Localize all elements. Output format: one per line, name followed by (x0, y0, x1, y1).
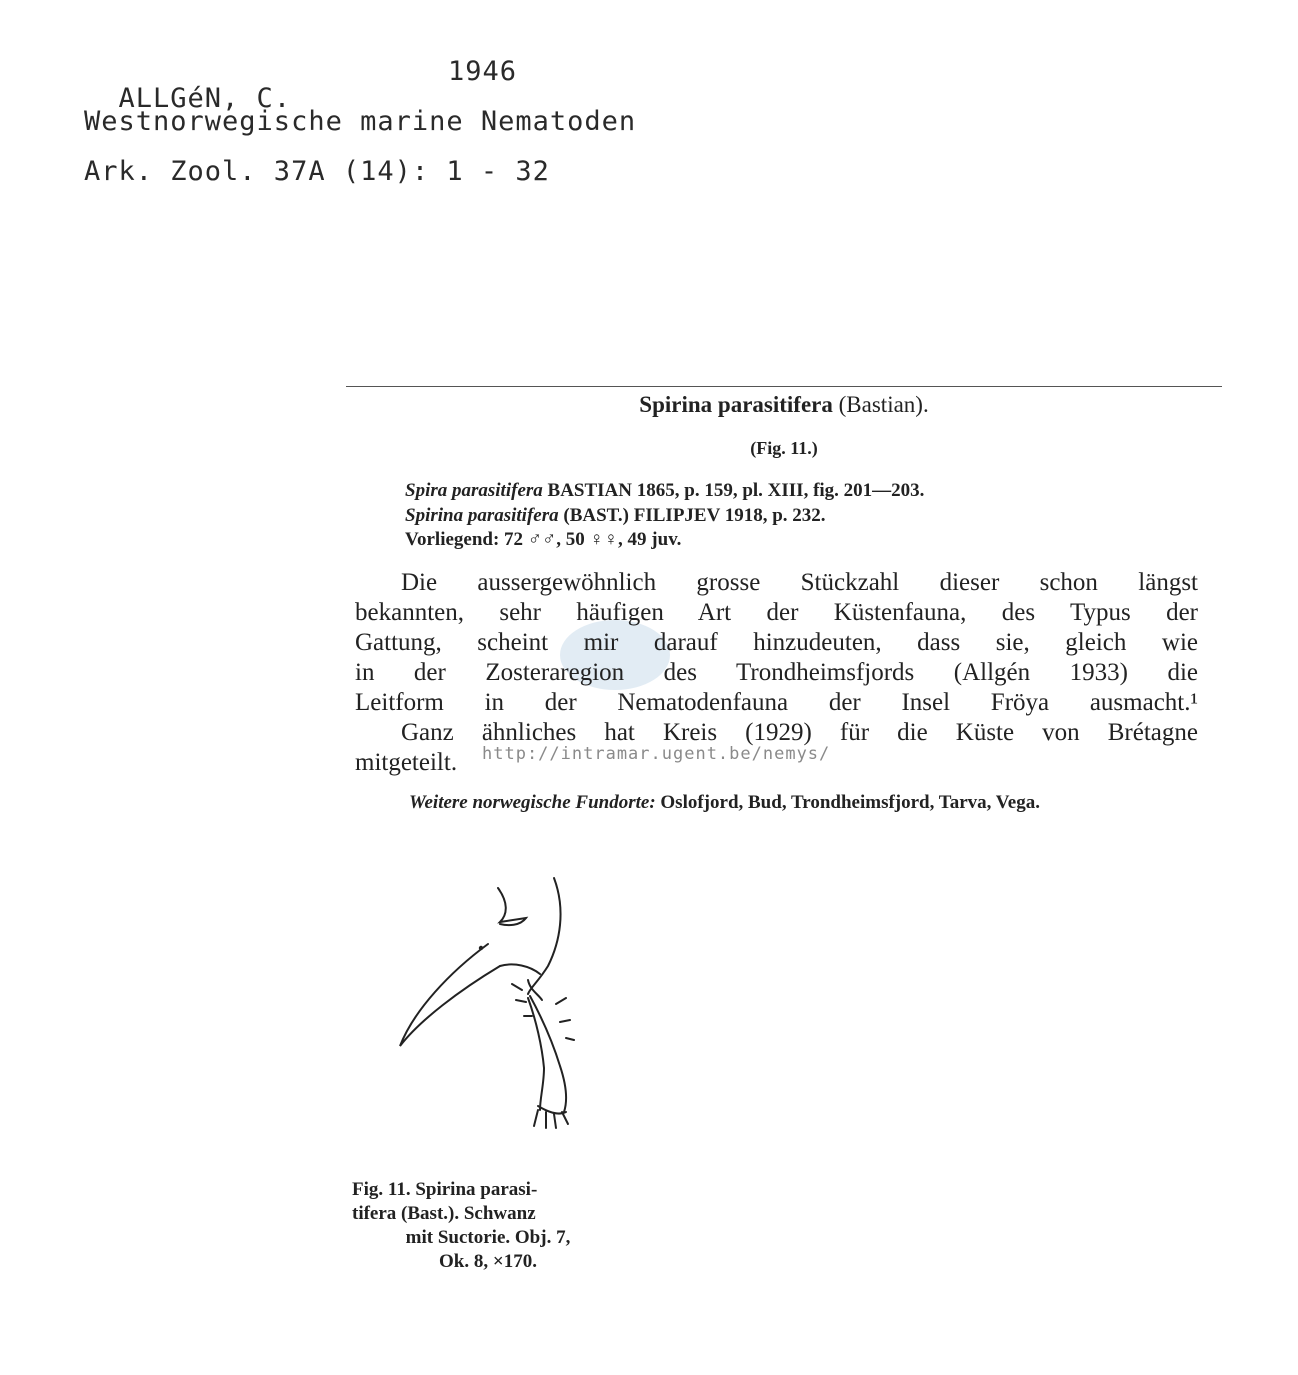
species-authority: (Bastian). (838, 392, 929, 417)
publication-title: Westnorwegische marine Nematoden (84, 106, 637, 137)
localities-label: Weitere norwegische Fundorte: (409, 792, 656, 813)
paragraph-1 (355, 568, 1198, 718)
author: ALLGéN, C. (118, 83, 292, 114)
paragraph-2-end: mitgeteilt. (355, 749, 458, 776)
watermark-url[interactable]: http://intramar.ugent.be/nemys/ (482, 744, 831, 764)
figure-caption (352, 1178, 624, 1274)
paragraph-line: Gattung, scheint mir darauf hinzudeuten, dass sie, gleich wie (355, 629, 1198, 656)
caption-line: Fig. 11. Spirina parasi- (352, 1179, 538, 1200)
synonym-name: Spira parasitifera (405, 480, 543, 501)
author-line (84, 56, 518, 114)
journal-citation: Ark. Zool. 37A (14): 1 - 32 (84, 156, 550, 187)
paragraph-line: Die aussergewöhnlich grosse Stückzahl dieser schon längst (401, 569, 1198, 596)
species-heading (346, 392, 1222, 418)
pore-dot (479, 946, 483, 950)
synonym-citation: (BAST.) FILIPJEV 1918, p. 232. (558, 505, 826, 526)
material-examined: Vorliegend: 72 ♂♂, 50 ♀♀, 49 juv. (405, 529, 682, 550)
paragraph-line: in der Zosteraregion des Trondheimsfjords (Allgén 1933) die (355, 659, 1198, 686)
caption-line: Ok. 8, ×170. (439, 1251, 537, 1272)
figure-reference: (Fig. 11.) (750, 438, 818, 458)
synonym-citation: BASTIAN 1865, p. 159, pl. XIII, fig. 201—203. (542, 480, 925, 501)
clipping-top-rule (346, 386, 1222, 387)
paragraph-line: bekannten, sehr häufigen Art der Küstenfauna, des Typus der (355, 599, 1198, 626)
further-localities (355, 790, 1198, 816)
nematode-tail-drawing (380, 870, 620, 1140)
caption-line: mit Suctorie. Obj. 7, (405, 1227, 571, 1248)
synonym-line (405, 506, 826, 525)
synonym-line (405, 481, 924, 500)
caption-line: tifera (Bast.). Schwanz (352, 1203, 536, 1224)
paragraph-line: Leitform in der Nematodenfauna der Insel Fröya ausmacht.¹ (355, 689, 1198, 716)
species-name: Spirina parasitifera (639, 392, 833, 417)
paragraph-2-line: Ganz ähnliches hat Kreis (1929) für die Küste von Brétagne (401, 719, 1198, 746)
localities-list: Oslofjord, Bud, Trondheimsfjord, Tarva, Vega. (655, 792, 1040, 813)
year: 1946 (448, 56, 518, 87)
synonym-name: Spirina parasitifera (405, 505, 559, 526)
